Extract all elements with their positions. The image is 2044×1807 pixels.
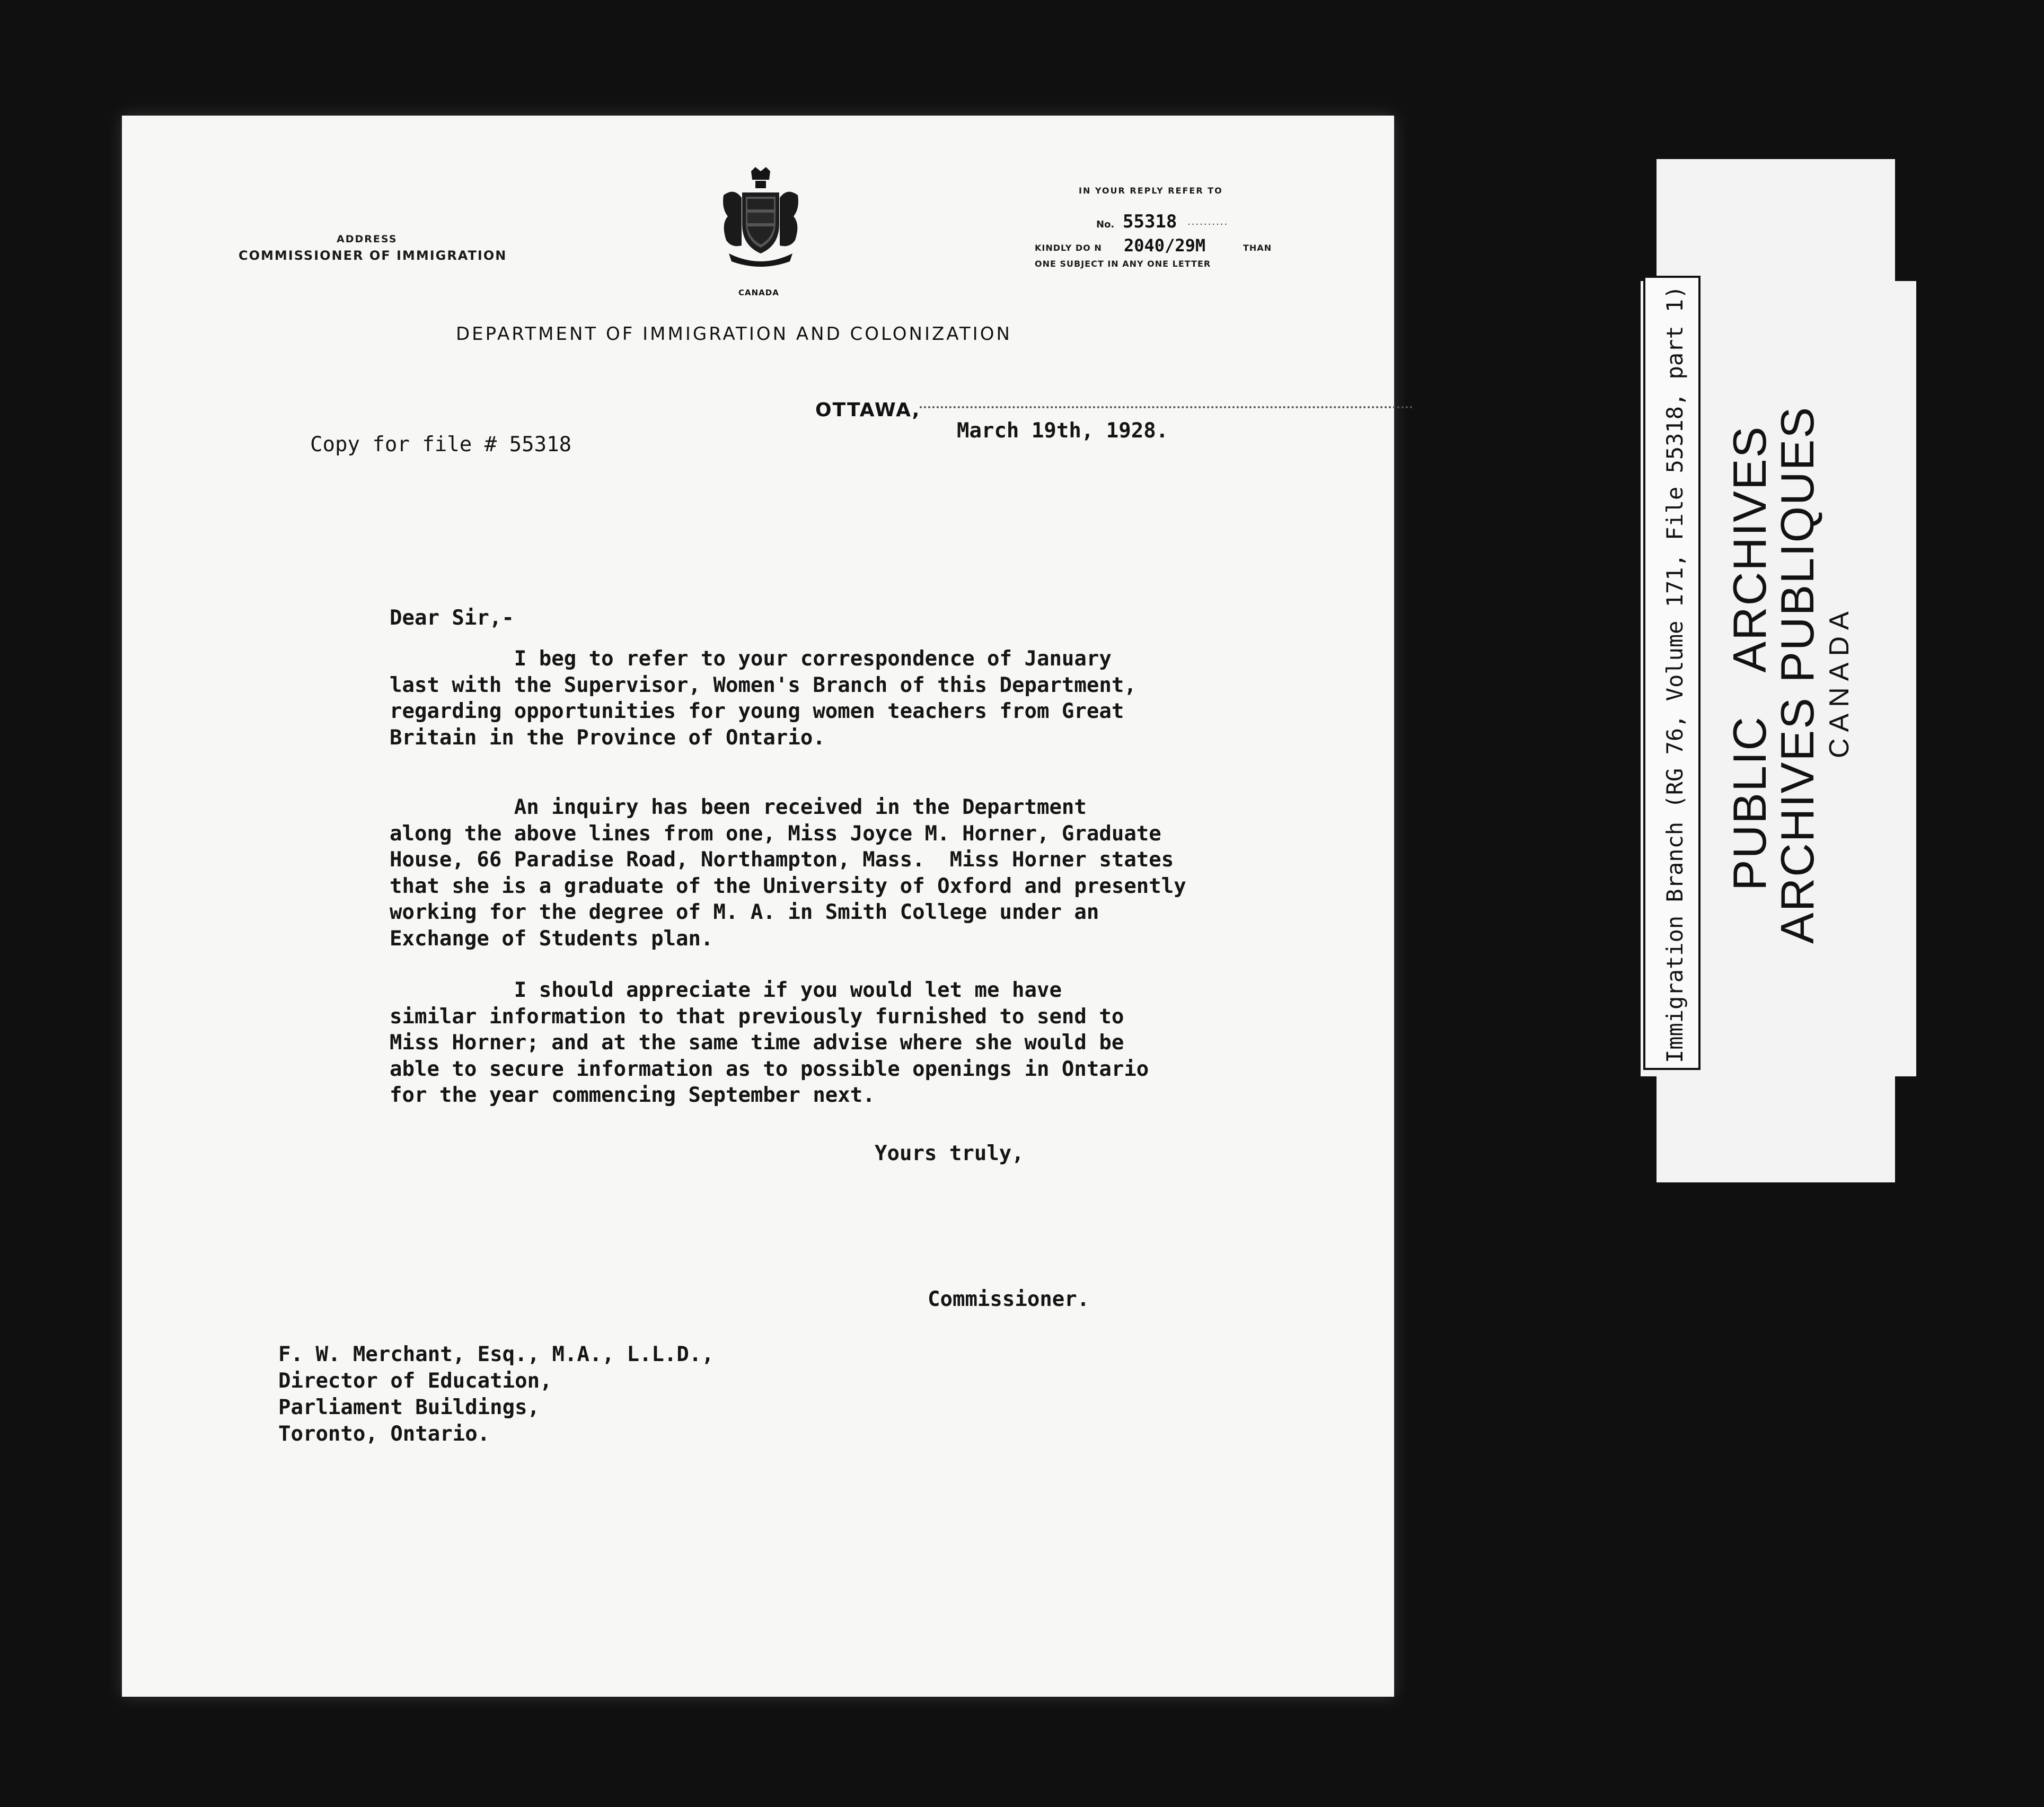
salutation: Dear Sir,- (390, 606, 514, 630)
card-tab (1853, 281, 1916, 1076)
paragraph-line: along the above lines from one, Miss Joyce M. Horner, Graduate (390, 821, 1161, 846)
recipient-line: Parliament Buildings, (278, 1396, 540, 1419)
letter-sheet (122, 116, 1394, 1697)
canada-label: CANADA (1824, 605, 1855, 758)
kindly-note-number-stamp: 2040/29M (1124, 235, 1206, 256)
recipient-line: Director of Education, (278, 1369, 552, 1393)
paragraph-line: able to secure information as to possible openings in Ontario (390, 1057, 1149, 1081)
archive-reference: Immigration Branch (RG 76, Volume 171, File 55318, part 1) (1662, 285, 1688, 1063)
reply-number-dots: .......... (1187, 216, 1229, 227)
paragraph-line: last with the Supervisor, Women's Branch of this Department, (390, 673, 1136, 697)
paragraph-line: Miss Horner; and at the same time advise where she would be (390, 1031, 1124, 1055)
crest-caption: CANADA (738, 288, 779, 297)
paragraph-1 (390, 646, 1397, 751)
recipient-line: F. W. Merchant, Esq., M.A., L.L.D., (278, 1343, 714, 1366)
copy-for-file: Copy for file # 55318 (310, 433, 572, 457)
canada-coat-of-arms-icon (718, 166, 803, 272)
archives-publiques-label: ARCHIVES PUBLIQUES (1771, 406, 1823, 944)
paragraph-2 (390, 794, 1397, 952)
department-title: DEPARTMENT OF IMMIGRATION AND COLONIZATION (456, 323, 1012, 345)
kindly-note-suffix: THAN (1243, 243, 1272, 253)
place-name: OTTAWA, (815, 399, 921, 421)
signature-title: Commissioner. (928, 1287, 1090, 1311)
kindly-note-line2: ONE SUBJECT IN ANY ONE LETTER (1035, 259, 1211, 269)
paragraph-line: Britain in the Province of Ontario. (390, 725, 825, 750)
letterhead-address-label: ADDRESS (337, 233, 398, 245)
archives-label-card (1641, 159, 1916, 1182)
letterhead-address: COMMISSIONER OF IMMIGRATION (239, 248, 507, 263)
paragraph-line: I beg to refer to your correspondence of January (390, 647, 1112, 671)
reply-number: 55318 (1123, 211, 1177, 232)
paragraph-line: working for the degree of M. A. in Smith College under an (390, 900, 1099, 924)
paragraph-line: that she is a graduate of the University of Oxford and presently (390, 874, 1186, 898)
kindly-note-prefix: KINDLY DO N (1035, 243, 1102, 253)
letter-date: March 19th, 1928. (957, 419, 1169, 443)
paragraph-3 (390, 977, 1397, 1109)
recipient-address (278, 1341, 714, 1448)
paragraph-line: similar information to that previously furnished to send to (390, 1004, 1124, 1029)
public-archives-label: PUBLIC ARCHIVES (1723, 425, 1776, 891)
paragraph-line: I should appreciate if you would let me have (390, 978, 1062, 1002)
paragraph-line: An inquiry has been received in the Department (390, 795, 1087, 819)
paragraph-line: regarding opportunities for young women teachers from Great (390, 699, 1124, 723)
recipient-line: Toronto, Ontario. (278, 1422, 490, 1446)
paragraph-line: House, 66 Paradise Road, Northampton, Mass. Miss Horner states (390, 848, 1174, 872)
reply-number-label: No. (1096, 219, 1115, 230)
date-dotted-line (920, 406, 1413, 408)
paragraph-line: for the year commencing September next. (390, 1083, 875, 1107)
closing: Yours truly, (875, 1142, 1024, 1165)
paragraph-line: Exchange of Students plan. (390, 926, 713, 951)
reply-refer-label: IN YOUR REPLY REFER TO (1079, 186, 1223, 196)
